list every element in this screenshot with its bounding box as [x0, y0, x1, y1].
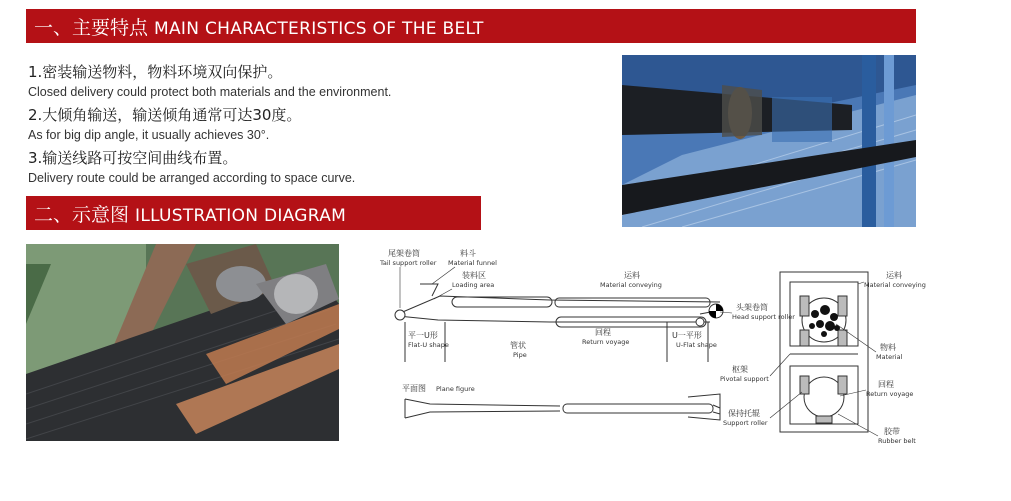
section-title-cn: 二、示意图: [34, 203, 130, 226]
label-return-cn: 回程: [595, 328, 611, 337]
label-rubber-belt-cn: 胶带: [884, 427, 900, 436]
label-material-cn: 物料: [880, 343, 896, 352]
label-conveying-cn: 运料: [624, 271, 640, 280]
label-support-roller-cn: 保持托辊: [728, 409, 760, 418]
feature-1-en: Closed delivery could protect both materials and the environment.: [28, 85, 392, 99]
label-flat-u-cn: 平一U形: [408, 331, 438, 340]
label-return-en: Return voyage: [582, 338, 630, 346]
pipe-conveyor-rollers-photo: [26, 244, 339, 441]
label-pipe-en: Pipe: [513, 351, 527, 359]
label-tail-roller-cn: 尾架卷筒: [388, 249, 420, 258]
label-section-return-en: Return voyage: [866, 390, 914, 398]
label-rubber-belt-en: Rubber belt: [878, 437, 916, 445]
label-plane-cn: 平面图: [402, 384, 426, 393]
label-conveying-en: Material conveying: [600, 281, 662, 289]
feature-2-cn: 2.大倾角输送，输送倾角通常可达30度。: [28, 106, 302, 124]
feature-1-cn: 1.密装输送物料，物料环境双向保护。: [28, 63, 283, 81]
label-pivotal-en: Pivotal support: [720, 375, 769, 383]
label-head-roller-en: Head support roller: [732, 313, 795, 321]
label-plane-en: Plane figure: [436, 385, 475, 393]
pipe-conveyor-structure-photo: [622, 55, 916, 227]
label-tail-roller-en: Tail support roller: [380, 259, 437, 267]
section-title-cn: 一、主要特点: [34, 16, 149, 39]
section-title-en: ILLUSTRATION DIAGRAM: [135, 205, 347, 226]
label-u-flat-en: U-Flat shape: [676, 341, 717, 349]
feature-3: [28, 147, 618, 185]
feature-2-en: As for big dip angle, it usually achieves 30°.: [28, 128, 270, 142]
label-section-conveying-cn: 运料: [886, 271, 902, 280]
section-banner-characteristics: [26, 9, 916, 43]
label-material-en: Material: [876, 353, 903, 361]
feature-3-cn: 3.输送线路可按空间曲线布置。: [28, 149, 238, 167]
section-banner-illustration: [26, 196, 481, 230]
section-title-en: MAIN CHARACTERISTICS OF THE BELT: [154, 18, 484, 39]
feature-3-en: Delivery route could be arranged according to space curve.: [28, 171, 356, 185]
label-funnel-cn: 料斗: [460, 249, 476, 258]
label-funnel-en: Material funnel: [448, 259, 497, 267]
feature-1: [28, 61, 618, 99]
feature-2: [28, 104, 618, 142]
label-loading-cn: 装料区: [462, 271, 486, 280]
label-support-roller-en: Support roller: [723, 419, 768, 427]
label-u-flat-cn: U一平形: [672, 331, 702, 340]
label-flat-u-en: Flat-U shape: [408, 341, 449, 349]
label-section-return-cn: 回程: [878, 380, 894, 389]
label-pivotal-cn: 枢架: [732, 365, 748, 374]
label-head-roller-cn: 头架卷筒: [736, 303, 768, 312]
label-loading-en: Loading area: [452, 281, 495, 289]
label-pipe-cn: 管状: [510, 341, 526, 350]
pipe-conveyor-rollers-image: [26, 244, 339, 441]
diagram-drawing: [370, 244, 940, 449]
pipe-conveyor-structure-image: [622, 55, 916, 227]
label-section-conveying-en: Material conveying: [864, 281, 926, 289]
pipe-conveyor-diagram: [370, 244, 940, 449]
